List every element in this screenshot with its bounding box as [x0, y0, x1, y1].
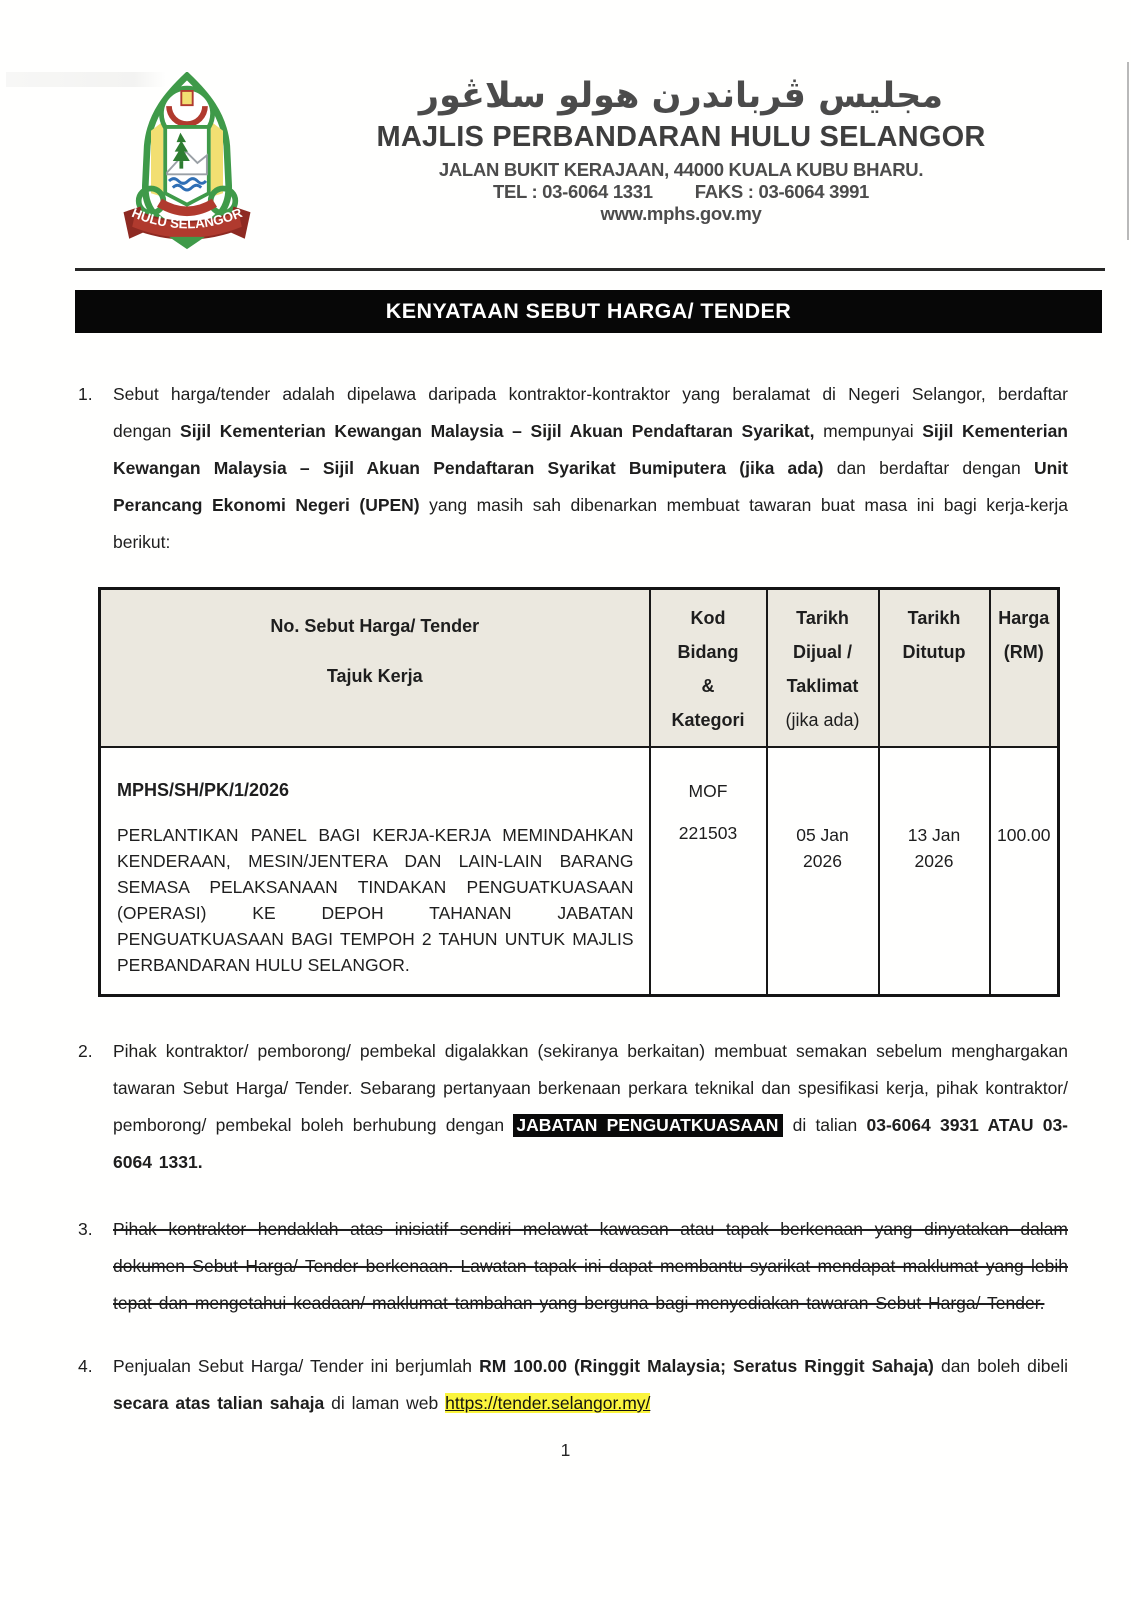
col-header-kod-bidang: Kod Bidang & Kategori	[650, 589, 767, 748]
col-header-tarikh-dijual: Tarikh Dijual / Taklimat (jika ada)	[767, 589, 879, 748]
jabatan-penguatkuasaan-highlight: JABATAN PENGUATKUASAAN	[513, 1114, 783, 1137]
logo-ribbon-text: HULU SELANGOR	[129, 205, 245, 232]
cell-tarikh-ditutup	[879, 747, 990, 996]
kod-number: 221503	[678, 823, 738, 843]
cell-tarikh-dijual	[767, 747, 879, 996]
cell-harga	[990, 747, 1059, 996]
hulu-selangor-crest-logo	[103, 72, 271, 252]
cell-kod-bidang	[650, 747, 767, 996]
letterhead	[0, 0, 1131, 252]
hulu-selangor-crest-icon	[103, 72, 271, 252]
jawi-title: مجليس ڤرباندرن هولو سلاڠور	[418, 76, 944, 116]
letterhead-text	[271, 72, 1091, 252]
paragraph-2-number: 2.	[78, 1041, 93, 1061]
address-line: JALAN BUKIT KERAJAAN, 44000 KUALA KUBU BHARU.	[438, 158, 924, 180]
paragraph-3	[78, 1211, 1068, 1322]
col-header-jika-ada-note: (jika ada)	[785, 710, 860, 730]
tender-table	[98, 587, 1060, 997]
paragraph-4-text: Penjualan Sebut Harga/ Tender ini berjumlah RM 100.00 (Ringgit Malaysia; Seratus Ringgit Sahaja) dan boleh dibeli secara atas talian sahaja di laman web https://tender.selangor.my/	[113, 1356, 1068, 1413]
col-header-harga: Harga (RM)	[990, 589, 1059, 748]
paragraph-4	[78, 1348, 1068, 1422]
col-header-no-sebut-harga: No. Sebut Harga/ Tender Tajuk Kerja	[100, 589, 650, 748]
kod-mof: MOF	[688, 781, 728, 801]
tender-job-description: PERLANTIKAN PANEL BAGI KERJA-KERJA MEMINDAHKAN KENDERAAN, MESIN/JENTERA DAN LAIN-LAIN BARANG SEMASA PELAKSANAAN TINDAKAN PENGUATKUASAAN (OPERASI) KE DEPOH TAHANAN JABATAN PENGUATKUASAAN BAGI TEMPOH 2 TAHUN UNTUK MAJLIS PERBANDARAN HULU SELANGOR.	[117, 825, 634, 975]
paragraph-2	[78, 1033, 1068, 1181]
paragraph-2-text: Pihak kontraktor/ pemborong/ pembekal digalakkan (sekiranya berkaitan) membuat semakan sebelum menghargakan tawaran Sebut Harga/ Tender. Sebarang pertanyaan berkenaan perkara teknikal dan spesifikasi kerja, pihak kontraktor/ pemborong/ pembekal boleh berhubung dengan JABATAN PENGUATKUASAAN di talian 03-6064 3931 ATAU 03-6064 1331.	[113, 1041, 1069, 1172]
paragraph-3-text: Pihak kontraktor hendaklah atas inisiatif sendiri melawat kawasan atau tapak berkenaan yang dinyatakan dalam dokumen Sebut Harga/ Tender berkenaan. Lawatan tapak ini dapat membantu syarikat mendapat maklumat yang lebih tepat dan mengetahui keadaan/ maklumat tambahan yang berguna bagi menyediakan tawaran Sebut Harga/ Tender.	[113, 1219, 1068, 1313]
tender-table-header	[100, 589, 1059, 748]
tarikh-ditutup-value: 13 Jan 2026	[907, 825, 961, 871]
paragraph-4-number: 4.	[78, 1356, 93, 1376]
title-banner-text: KENYATAAN SEBUT HARGA/ TENDER	[385, 299, 792, 323]
horizontal-rule	[75, 268, 1105, 271]
scan-artifact-edge-line	[1127, 62, 1129, 240]
organization-name: MAJLIS PERBANDARAN HULU SELANGOR	[376, 121, 986, 153]
faks-number: FAKS : 03-6064 3991	[694, 180, 870, 202]
tarikh-dijual-value: 05 Jan 2026	[796, 825, 849, 871]
paragraph-1-text: Sebut harga/tender adalah dipelawa daripada kontraktor-kontraktor yang beralamat di Negeri Selangor, berdaftar dengan Sijil Kementerian Kewangan Malaysia – Sijil Akuan Pendaftaran Syarikat, mempunyai Sijil Kementerian Kewangan Malaysia – Sijil Akuan Pendaftaran Syarikat Bumiputera (jika ada) dan berdaftar dengan Unit Perancang Ekonomi Negeri (UPEN) yang masih sah dibenarkan membuat tawaran buat masa ini bagi kerja-kerja berikut:	[113, 384, 1068, 552]
cell-tender-title	[100, 747, 650, 996]
contact-line	[271, 181, 1091, 203]
tel-number: TEL : 03-6064 1331	[492, 180, 653, 202]
page-number: 1	[560, 1440, 571, 1460]
paragraph-1-number: 1.	[78, 384, 93, 404]
tender-url-link[interactable]: https://tender.selangor.my/	[445, 1393, 651, 1413]
harga-value: 100.00	[996, 825, 1051, 845]
website-url: www.mphs.gov.my	[600, 202, 762, 224]
title-banner	[75, 290, 1102, 333]
paragraph-1	[78, 376, 1068, 561]
tender-ref-no: MPHS/SH/PK/1/2026	[117, 780, 290, 800]
paragraph-3-number: 3.	[78, 1219, 93, 1239]
col-header-tarikh-ditutup: Tarikh Ditutup	[879, 589, 990, 748]
tender-table-row	[100, 747, 1059, 996]
scan-artifact-smudge	[6, 72, 166, 87]
